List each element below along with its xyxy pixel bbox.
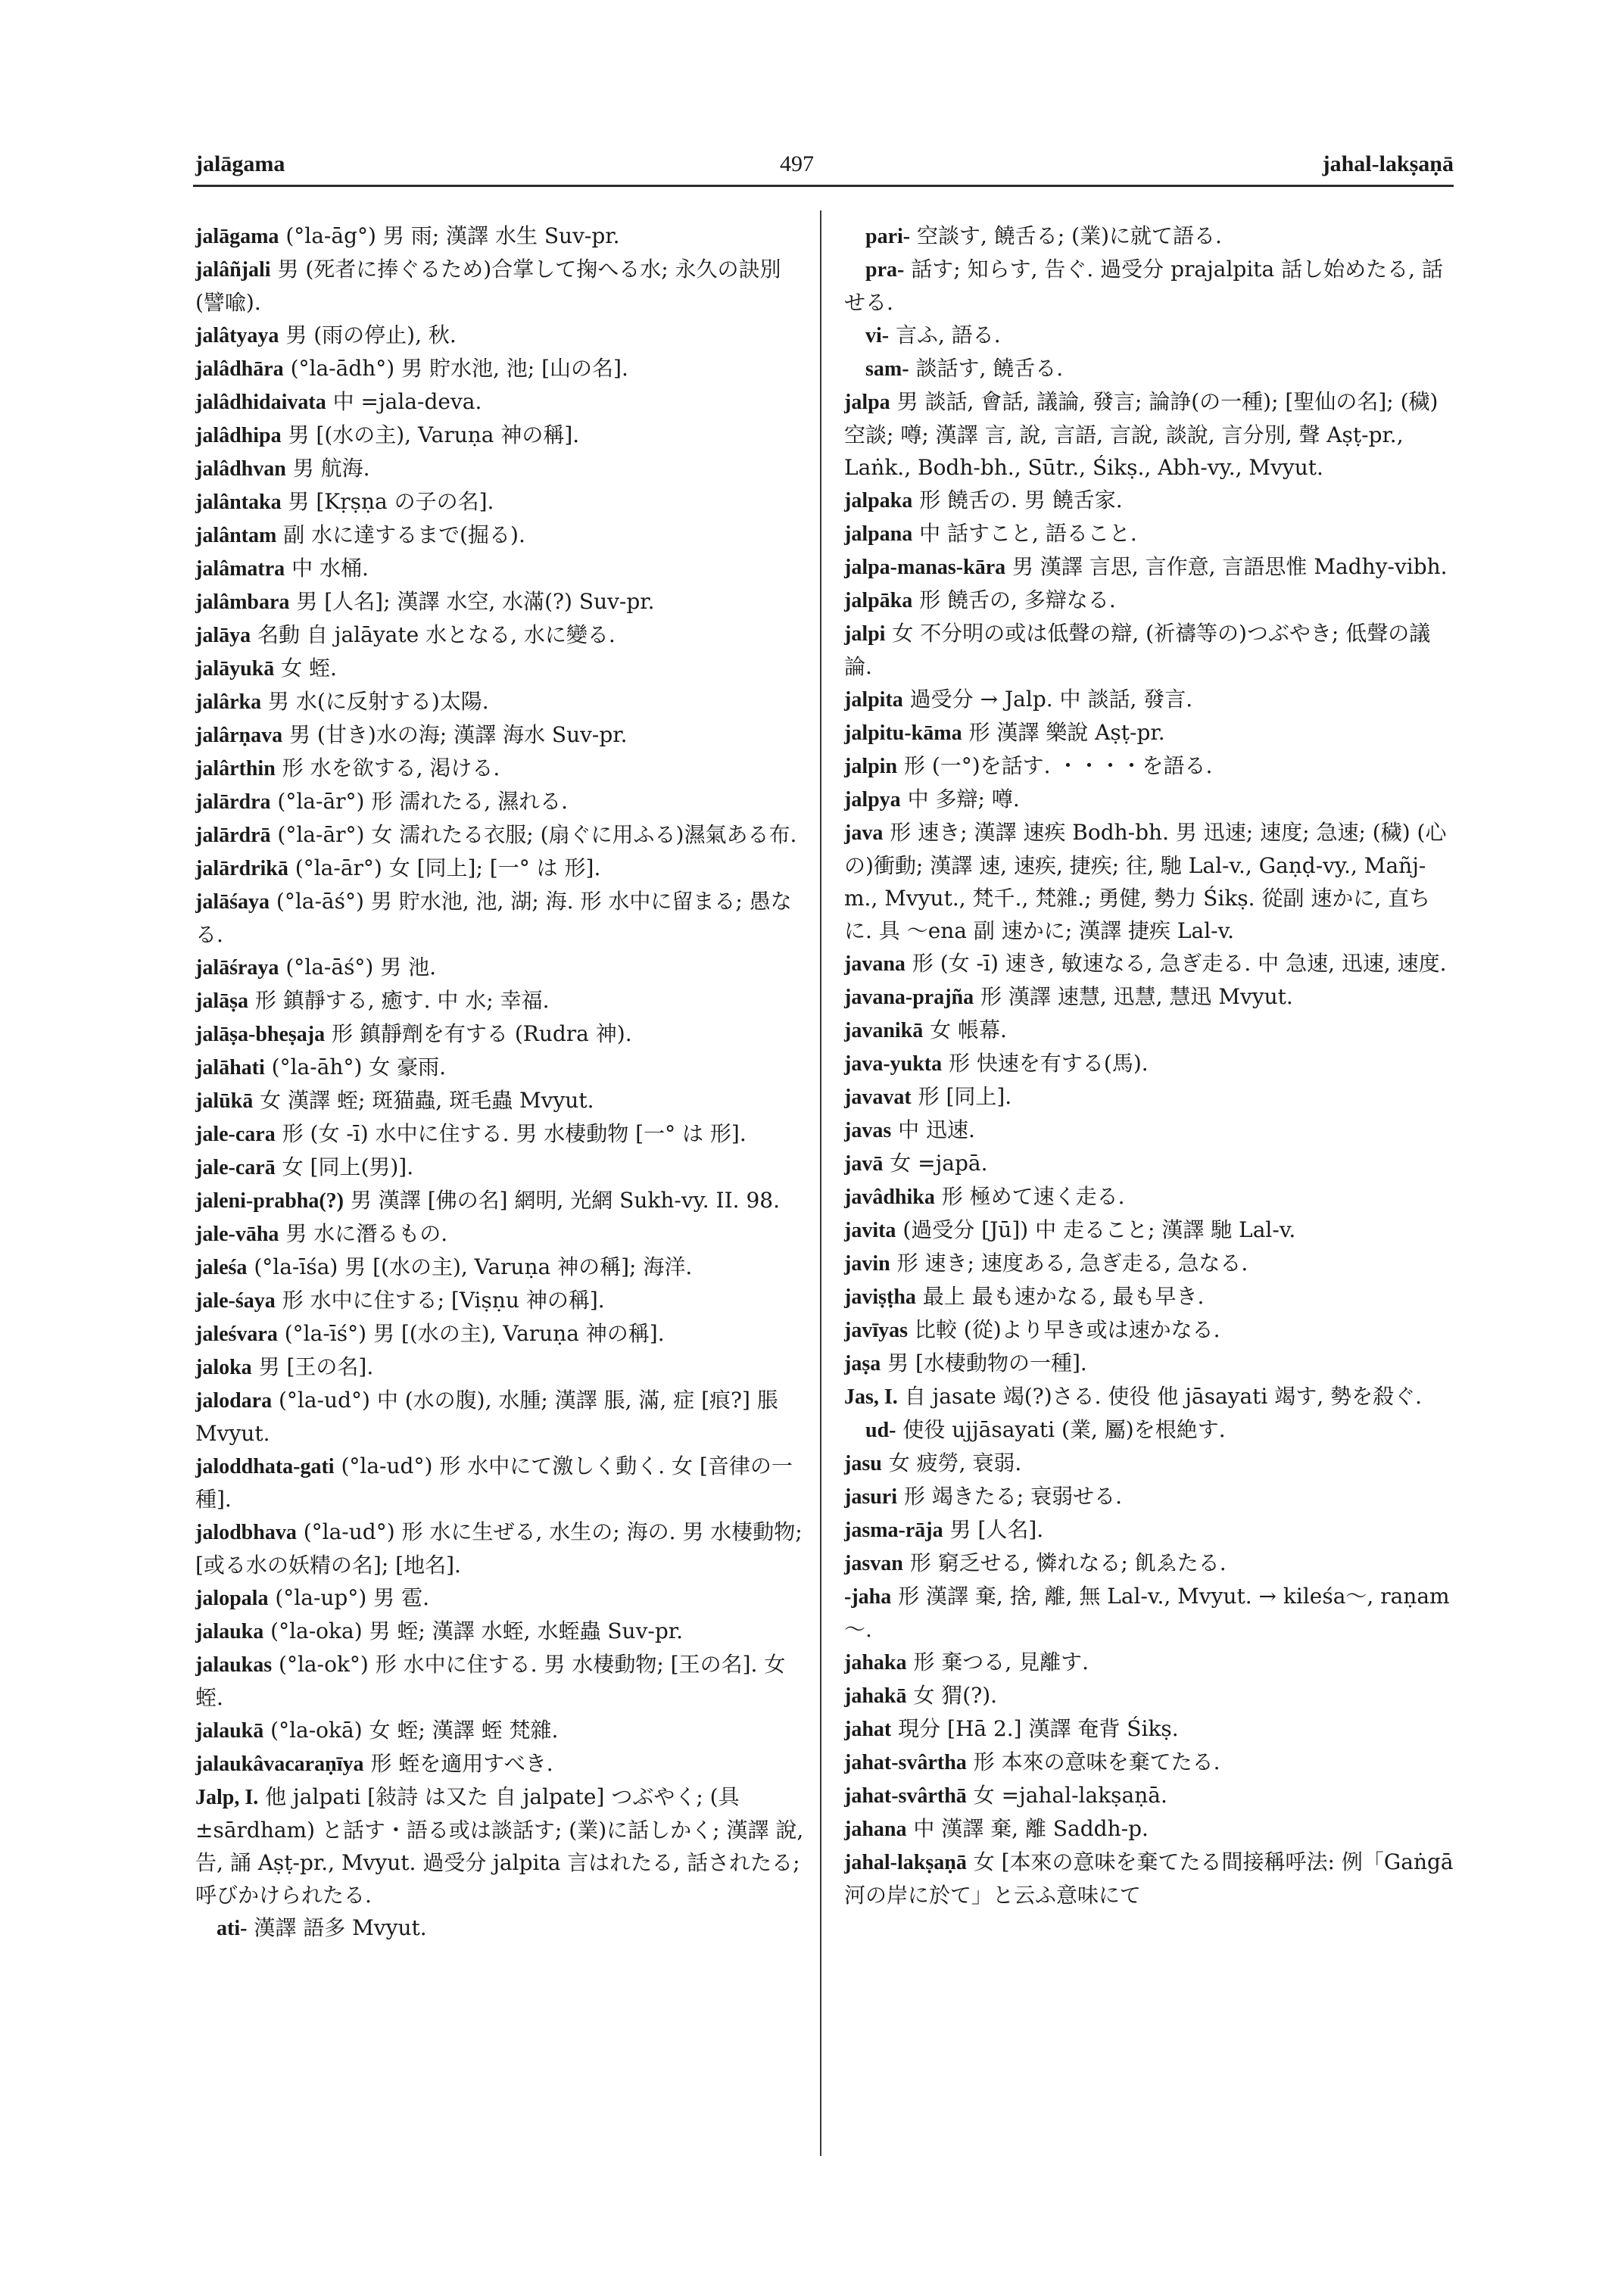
dictionary-entry [195, 1317, 809, 1351]
entry-definition: 男 [水棲動物の一種]. [881, 1351, 1087, 1375]
entry-headword: jale-carā [195, 1156, 276, 1179]
entry-headword: -jaha [844, 1585, 892, 1609]
dictionary-entry [195, 220, 809, 253]
entry-definition: (°la-īś°) 男 [(水の主), Varuṇa 神の稱]. [277, 1321, 665, 1346]
entry-definition: 形 鎮靜劑を有する (Rudra 神). [325, 1021, 632, 1046]
entry-definition: 男 (甘き)水の海; 漢譯 海水 Suv-pr. [282, 722, 628, 747]
running-head-left: jalāgama [195, 151, 285, 176]
dictionary-entry [195, 1217, 809, 1251]
dictionary-entry [844, 1147, 1454, 1180]
entry-definition: 男 漢譯 言思, 言作意, 言語思惟 Madhy-vibh. [1005, 554, 1448, 579]
dictionary-entry [195, 852, 809, 885]
entry-headword: jahal-lakṣaṇā [844, 1851, 967, 1874]
entry-definition: 女 漢譯 蛭; 斑猫蟲, 斑毛蟲 Mvyut. [253, 1088, 594, 1113]
entry-definition: (°la-īśa) 男 [(水の主), Varuṇa 神の稱]; 海洋. [247, 1254, 693, 1279]
dictionary-entry [195, 253, 809, 319]
dictionary-entry [844, 683, 1454, 716]
entry-headword: jalāya [195, 624, 251, 647]
entry-headword: jalāṣa [195, 989, 248, 1013]
dictionary-entry [844, 1114, 1454, 1147]
dictionary-entry [844, 1247, 1454, 1280]
entry-headword: jalpa [844, 391, 890, 414]
entry-definition: (°la-ār°) 女 [同上]; [一° は 形]. [288, 855, 601, 880]
entry-headword: jalārdrikā [195, 857, 288, 880]
dictionary-entry [195, 552, 809, 585]
dictionary-entry [195, 1581, 809, 1615]
entry-definition: 形 鎮靜する, 癒す. 中 水; 幸福. [248, 988, 550, 1013]
entry-headword: jalpāka [844, 589, 913, 612]
entry-definition: (°la-up°) 男 雹. [268, 1585, 429, 1610]
entry-headword: jalodbhava [195, 1521, 297, 1544]
entry-definition: 形 蛭を適用すべき. [363, 1751, 553, 1776]
entry-headword: jasu [844, 1452, 882, 1475]
entry-definition: 形 (女 -ī) 水中に住する. 男 水棲動物 [一° は 形]. [275, 1121, 747, 1146]
entry-headword: jalāgama [195, 225, 279, 248]
entry-headword: jalāśraya [195, 956, 279, 980]
entry-definition: 女 不分明の或は低聲の辯, (祈禱等の)つぶやき; 低聲の議論. [844, 621, 1431, 679]
dictionary-entry [844, 1812, 1454, 1846]
dictionary-entry [844, 1679, 1454, 1712]
entry-definition: (°la-ok°) 形 水中に住する. 男 水棲動物; [王の名]. 女 蛭. [195, 1652, 786, 1710]
dictionary-entry [195, 1151, 809, 1184]
dictionary-entry [844, 1313, 1454, 1347]
entry-definition: 男 (雨の停止), 秋. [279, 322, 457, 347]
dictionary-entry [844, 716, 1454, 749]
running-head-right: jahal-lakṣaṇā [1322, 151, 1454, 176]
entry-definition: 談話す, 饒舌る. [909, 356, 1064, 381]
dictionary-entry [195, 1251, 809, 1284]
entry-headword: jalpin [844, 755, 898, 778]
entry-definition: 女 蛭. [274, 656, 337, 681]
dictionary-entry [844, 1280, 1454, 1313]
entry-headword: jale-śaya [195, 1289, 276, 1313]
entry-headword: jalâñjali [195, 258, 271, 282]
sub-entry [844, 1413, 1454, 1447]
dictionary-entry [844, 385, 1454, 484]
dictionary-entry [195, 752, 809, 785]
dictionary-entry [844, 517, 1454, 550]
dictionary-entry [844, 947, 1454, 980]
entry-headword: vi- [865, 324, 890, 347]
entry-headword: javana [844, 952, 906, 976]
dictionary-entry [844, 783, 1454, 816]
entry-headword: jahaka [844, 1651, 907, 1675]
entry-headword: jalārdra [195, 790, 271, 814]
entry-headword: javin [844, 1252, 890, 1276]
dictionary-entry [844, 1380, 1454, 1413]
entry-definition: 他 jalpati [敍詩 は又た 自 jalpate] つぶやく; (具 ±sārdham) と話す・語る或は談話す; (業)に話しかく; 漢譯 說, 告, 誦 Aṣṭ-pr., Mvyut. 過受分 jalpita 言はれたる, 話されたる; 呼びかけられたる. [195, 1784, 804, 1908]
dictionary-entry [195, 1284, 809, 1317]
dictionary-entry [844, 1180, 1454, 1213]
entry-definition: 比較 (從)より早き或は速かなる. [908, 1317, 1220, 1342]
entry-headword: jasma-rāja [844, 1519, 943, 1542]
entry-headword: jalopala [195, 1587, 269, 1610]
dictionary-entry [844, 1213, 1454, 1247]
dictionary-entry [844, 1447, 1454, 1480]
entry-headword: jalpa-manas-kāra [844, 556, 1006, 579]
entry-definition: 中 多辯; 噂. [900, 787, 1020, 812]
entry-definition: 形 漢譯 棄, 捨, 離, 無 Lal-v., Mvyut. → kileśa～, raṇam～. [844, 1584, 1450, 1642]
dictionary-entry [844, 1547, 1454, 1580]
dictionary-entry [195, 618, 809, 652]
entry-definition: 形 (女 -ī) 速き, 敏速なる, 急ぎ走る. 中 急速, 迅速, 速度. [905, 951, 1447, 976]
dictionary-entry [195, 1017, 809, 1051]
entry-headword: javavat [844, 1086, 912, 1109]
entry-definition: 女 疲勞, 衰弱. [881, 1450, 1022, 1475]
entry-headword: javiṣṭha [844, 1285, 916, 1309]
entry-headword: jahat-svârthā [844, 1784, 967, 1808]
sub-entry [844, 319, 1454, 352]
dictionary-entry [844, 550, 1454, 584]
dictionary-entry [195, 984, 809, 1017]
entry-definition: 男 [王の名]. [251, 1354, 374, 1379]
dictionary-entry [195, 951, 809, 984]
entry-definition: 女 =japā. [883, 1151, 988, 1176]
dictionary-entry [844, 1347, 1454, 1380]
entry-headword: ud- [865, 1419, 896, 1442]
entry-headword: jalāṣa-bheṣaja [195, 1023, 326, 1046]
entry-definition: 空談す, 饒舌る; (業)に就て語る. [910, 223, 1222, 248]
entry-definition: (°la-oka) 男 蛭; 漢譯 水蛭, 水蛭蟲 Suv-pr. [263, 1618, 683, 1643]
dictionary-entry [195, 785, 809, 818]
entry-headword: jalârṇava [195, 724, 283, 747]
entry-definition: 男 漢譯 [佛の名] 網明, 光網 Sukh-vy. II. 98. [344, 1188, 780, 1213]
entry-definition: 女 [同上(男)]. [275, 1154, 414, 1179]
entry-headword: jalaukas [195, 1653, 273, 1677]
entry-definition: 男 水(に反射する)太陽. [261, 689, 489, 714]
dictionary-entry [195, 385, 809, 419]
entry-headword: jalūkā [195, 1089, 254, 1113]
dictionary-entry [195, 885, 809, 951]
entry-headword: jalāśaya [195, 890, 270, 914]
sub-entry [195, 1911, 809, 1945]
entry-headword: jalâmbara [195, 590, 290, 614]
dictionary-entry [195, 1051, 809, 1084]
dictionary-entry [195, 718, 809, 752]
entry-definition: (°la-ār°) 形 濡れたる, 濕れる. [270, 789, 568, 814]
entry-headword: javanikā [844, 1019, 924, 1042]
entry-headword: jalântaka [195, 491, 282, 514]
sub-entry [844, 220, 1454, 253]
right-column [844, 220, 1454, 1911]
dictionary-entry [195, 1615, 809, 1648]
dictionary-entry [844, 1779, 1454, 1812]
entry-headword: jalodara [195, 1389, 273, 1413]
entry-definition: (過受分 [Jū]) 中 走ること; 漢譯 馳 Lal-v. [896, 1217, 1296, 1242]
entry-headword: javas [844, 1119, 892, 1142]
entry-definition: 形 水を欲する, 渇ける. [275, 756, 500, 780]
sub-entry [844, 253, 1454, 319]
entry-definition: 形 饒舌の, 多辯なる. [912, 587, 1116, 612]
entry-headword: javâdhika [844, 1185, 935, 1209]
entry-headword: jaleśa [195, 1256, 248, 1279]
entry-definition: 形 快速を有する(馬). [942, 1051, 1149, 1076]
entry-definition: 形 漢譯 速慧, 迅慧, 慧迅 Mvyut. [974, 984, 1293, 1009]
dictionary-entry [844, 1846, 1454, 1911]
entry-definition: 形 本來の意味を棄てたる. [966, 1749, 1220, 1774]
left-column [195, 220, 809, 1945]
dictionary-entry [195, 485, 809, 519]
dictionary-entry [195, 352, 809, 385]
entry-headword: jalâmatra [195, 557, 285, 581]
entry-headword: jalauka [195, 1620, 264, 1643]
entry-definition: 中 迅速. [891, 1117, 975, 1142]
entry-headword: jalāyukā [195, 657, 275, 681]
header-rule [193, 185, 1454, 187]
entry-definition: 男 [Kṛṣṇa の子の名]. [281, 489, 494, 514]
entry-definition: 形 窮乏せる, 憐れなる; 飢ゑたる. [902, 1550, 1227, 1575]
entry-headword: Jalp, I. [195, 1786, 259, 1809]
sub-entry [844, 352, 1454, 385]
dictionary-entry [195, 1184, 809, 1217]
entry-headword: jasuri [844, 1485, 897, 1509]
entry-definition: 中 水桶. [285, 556, 369, 581]
entry-definition: 形 [同上]. [911, 1084, 1012, 1109]
entry-headword: jahakā [844, 1684, 907, 1708]
entry-definition: (°la-ud°) 形 水中にて激しく動く. 女 [音律の一種]. [195, 1453, 793, 1512]
entry-headword: jaloddhata-gati [195, 1455, 335, 1478]
entry-headword: jalpya [844, 788, 901, 812]
entry-headword: jaleśvara [195, 1323, 278, 1346]
dictionary-entry [195, 1450, 809, 1516]
entry-headword: jale-vāha [195, 1223, 279, 1246]
dictionary-entry [195, 685, 809, 718]
dictionary-entry [844, 1047, 1454, 1080]
dictionary-entry [844, 484, 1454, 517]
dictionary-entry [195, 1781, 809, 1911]
entry-definition: 男 水に潛るもの. [279, 1221, 448, 1246]
entry-definition: 形 (一°)を話す. ・・・・を語る. [897, 753, 1213, 778]
column-divider [820, 210, 821, 2156]
entry-definition: 形 速き; 速度ある, 急ぎ走る, 急なる. [890, 1251, 1248, 1276]
dictionary-entry [195, 519, 809, 552]
entry-definition: 自 jasate 竭(?)さる. 使役 他 jāsayati 竭す, 勢を殺ぐ. [897, 1384, 1422, 1409]
entry-headword: pari- [865, 225, 911, 248]
dictionary-entry [195, 652, 809, 685]
entry-headword: jalārdrā [195, 824, 271, 847]
entry-headword: java-yukta [844, 1052, 943, 1076]
entry-headword: sam- [865, 357, 909, 381]
entry-definition: 男 [人名]. [943, 1517, 1044, 1542]
entry-definition: 使役 ujjāsayati (業, 屬)を根絶す. [896, 1417, 1226, 1442]
entry-definition: (°la-ār°) 女 濡れたる衣服; (扇ぐに用ふる)濕氣ある布. [270, 822, 797, 847]
entry-definition: (°la-āś°) 男 貯水池, 池, 湖; 海. 形 水中に留まる; 愚なる. [195, 889, 792, 947]
entry-headword: jalâdhāra [195, 357, 284, 381]
dictionary-entry [195, 818, 809, 852]
dictionary-entry [844, 980, 1454, 1014]
dictionary-entry [195, 1648, 809, 1714]
entry-definition: 副 水に達するまで(掘る). [276, 522, 525, 547]
entry-definition: 最上 最も速かなる, 最も早き. [915, 1284, 1205, 1309]
dictionary-entry [844, 617, 1454, 683]
entry-headword: jahat [844, 1718, 892, 1741]
dictionary-entry [195, 319, 809, 352]
dictionary-entry [844, 816, 1454, 947]
entry-definition: 漢譯 語多 Mvyut. [247, 1915, 427, 1940]
dictionary-entry [844, 1480, 1454, 1513]
entry-definition: (°la-ādh°) 男 貯水池, 池; [山の名]. [283, 356, 628, 381]
dictionary-entry [195, 1117, 809, 1151]
dictionary-entry [195, 585, 809, 618]
entry-headword: jalpaka [844, 489, 913, 512]
entry-headword: jalaukâvacaraṇīya [195, 1752, 364, 1776]
entry-definition: (°la-āś°) 男 池. [279, 955, 437, 980]
dictionary-entry [195, 1714, 809, 1747]
entry-definition: 話す; 知らす, 告ぐ. 過受分 prajalpita 話し始めたる, 話せる. [844, 257, 1443, 315]
entry-headword: jalpi [844, 622, 886, 646]
dictionary-entry [844, 1580, 1454, 1646]
entry-definition: 女 帳幕. [923, 1017, 1007, 1042]
entry-definition: 男 航海. [285, 456, 370, 481]
entry-definition: 形 水中に住する; [Viṣṇu 神の稱]. [275, 1288, 605, 1313]
entry-definition: 名動 自 jalāyate 水となる, 水に變る. [251, 622, 616, 647]
entry-definition: (°la-ud°) 中 (水の腹), 水腫; 漢譯 脹, 滿, 症 [痕?] 脹 Mvyut. [195, 1388, 778, 1446]
entry-headword: jaleni-prabha(?) [195, 1189, 344, 1213]
entry-headword: ati- [217, 1917, 248, 1940]
entry-definition: 女 [本來の意味を棄てたる間接稱呼法: 例「Gaṅgā 河の岸に於て」と云ふ意味にて [844, 1849, 1454, 1908]
entry-headword: javita [844, 1219, 896, 1242]
dictionary-entry [844, 1712, 1454, 1746]
entry-headword: jasvan [844, 1552, 903, 1575]
entry-definition: 女 =jahal-lakṣaṇā. [966, 1783, 1167, 1808]
entry-headword: jalârka [195, 690, 262, 714]
entry-headword: jalâdhidaivata [195, 391, 326, 414]
entry-headword: java [844, 821, 884, 845]
entry-headword: javīyas [844, 1319, 908, 1342]
entry-definition: 過受分 → Jalp. 中 談話, 發言. [902, 687, 1193, 712]
dictionary-entry [195, 1084, 809, 1117]
entry-definition: 男 (死者に捧ぐるため)合掌して掬へる水; 永久の訣別(譬喩). [195, 257, 781, 315]
entry-headword: javā [844, 1152, 884, 1176]
dictionary-entry [195, 1747, 809, 1781]
dictionary-entry [844, 1080, 1454, 1114]
dictionary-entry [844, 1646, 1454, 1679]
entry-definition: 中 漢譯 棄, 離 Saddh-p. [906, 1816, 1149, 1841]
entry-headword: jaṣa [844, 1352, 881, 1375]
entry-definition: 男 [(水の主), Varuṇa 神の稱]. [281, 422, 580, 447]
entry-definition: (°la-āg°) 男 雨; 漢譯 水生 Suv-pr. [279, 223, 620, 248]
entry-headword: jale-cara [195, 1123, 276, 1146]
entry-headword: jalâdhipa [195, 424, 282, 447]
entry-headword: jalaukā [195, 1719, 264, 1743]
dictionary-entry [195, 419, 809, 452]
entry-definition: 言ふ, 語る. [889, 322, 1001, 347]
entry-definition: (°la-āh°) 女 豪雨. [264, 1055, 447, 1080]
entry-definition: 形 速き; 漢譯 速疾 Bodh-bh. 男 迅速; 速度; 急速; (穢) (心の)衝動; 漢譯 速, 速疾, 捷疾; 往, 馳 Lal-v., Gaṇḍ-vy., Mañj-m., Mvyut., 梵千., 梵雜.; 勇健, 勢力 Śikṣ. 從副 速かに, 直ちに. 具 ～ena 副 速かに; 漢譯 捷疾 Lal-v. [844, 820, 1447, 943]
dictionary-entry [844, 1014, 1454, 1047]
dictionary-entry [195, 452, 809, 485]
entry-headword: jalpana [844, 522, 913, 546]
entry-headword: jahat-svârtha [844, 1751, 967, 1774]
entry-headword: jahana [844, 1818, 907, 1841]
entry-headword: jalâtyaya [195, 324, 279, 347]
dictionary-entry [844, 749, 1454, 783]
entry-headword: jaloka [195, 1356, 252, 1379]
entry-definition: 形 漢譯 樂說 Aṣṭ-pr. [962, 720, 1165, 745]
page-number: 497 [780, 151, 814, 176]
entry-headword: jalântam [195, 524, 277, 547]
entry-definition: 中 話すこと, 語ること. [912, 521, 1137, 546]
entry-definition: (°la-okā) 女 蛭; 漢譯 蛭 梵雜. [263, 1718, 559, 1743]
entry-definition: 形 極めて速く走る. [934, 1184, 1125, 1209]
entry-definition: 男 [人名]; 漢譯 水空, 水滿(?) Suv-pr. [289, 589, 655, 614]
entry-definition: 現分 [Hā 2.] 漢譯 奄背 Śikṣ. [891, 1716, 1179, 1741]
entry-headword: jalârthin [195, 757, 276, 780]
entry-headword: jalâdhvan [195, 457, 286, 481]
dictionary-entry [195, 1351, 809, 1384]
entry-definition: 形 棄つる, 見離す. [906, 1650, 1089, 1675]
entry-definition: 形 竭きたる; 衰弱せる. [897, 1484, 1123, 1509]
dictionary-entry [195, 1516, 809, 1581]
entry-headword: pra- [865, 258, 905, 282]
dictionary-entry [844, 584, 1454, 617]
entry-headword: jalpita [844, 688, 903, 712]
entry-definition: 形 饒舌の. 男 饒舌家. [912, 488, 1123, 512]
entry-headword: jalpitu-kāma [844, 721, 962, 745]
entry-definition: 女 猬(?). [906, 1683, 998, 1708]
entry-definition: 中 =jala-deva. [326, 389, 482, 414]
dictionary-entry [195, 1384, 809, 1450]
entry-definition: (°la-ud°) 形 水に生ぜる, 水生の; 海の. 男 水棲動物; [或る水の妖精の名]; [地名]. [195, 1519, 803, 1578]
entry-definition: 男 談話, 會話, 議論, 發言; 論諍(の一種); [聖仙の名]; (穢) 空談; 噂; 漢譯 言, 說, 言語, 言說, 談說, 言分別, 聲 Aṣṭ-pr., Laṅk., Bodh-bh., Sūtr., Śikṣ., Abh-vy., Mvyut. [844, 389, 1439, 480]
dictionary-entry [844, 1746, 1454, 1779]
entry-headword: javana-prajña [844, 986, 974, 1009]
entry-headword: jalāhati [195, 1056, 265, 1080]
dictionary-entry [844, 1513, 1454, 1547]
entry-headword: Jas, I. [844, 1385, 898, 1409]
